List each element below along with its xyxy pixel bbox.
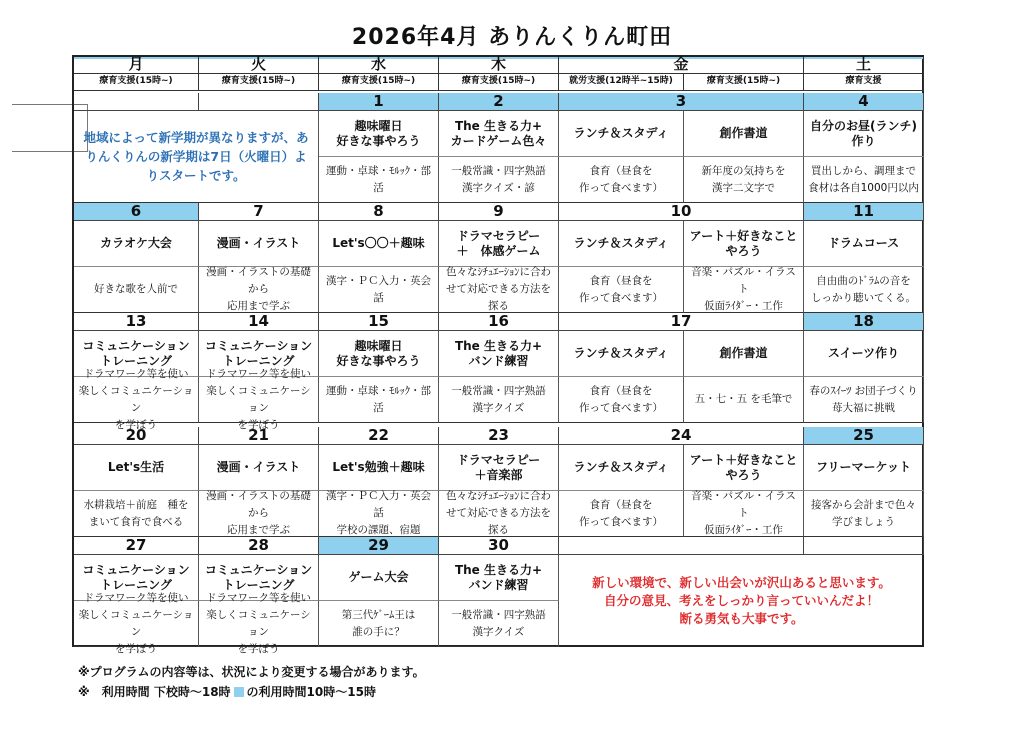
footer-hours-holiday: の利用時間10時～15時: [246, 685, 376, 699]
activity-title: ランチ＆スタディ: [559, 331, 684, 377]
activity-title: アート＋好きなことやろう: [684, 221, 804, 267]
date-number: 30: [439, 537, 559, 555]
activity-title: アート＋好きなことやろう: [684, 445, 804, 491]
new-term-notice: 地域によって新学期が異なりますが、ありんくりんの新学期は7日（火曜日）よりスタートです。: [74, 111, 319, 203]
activity-title: ランチ＆スタディ: [559, 111, 684, 157]
activity-title: コミュニケーション トレーニング: [74, 555, 199, 601]
activity-title: 趣味曜日 好きな事やろう: [319, 331, 439, 377]
activity-description: 接客から会計まで色々 学びましょう: [804, 491, 924, 537]
activity-title: コミュニケーション トレーニング: [199, 331, 319, 377]
date-number: [804, 537, 924, 555]
activity-description: 漢字・ＰＣ入力・英会話 学校の課題、宿題: [319, 491, 439, 537]
date-number: 8: [319, 203, 439, 221]
date-number: 27: [74, 537, 199, 555]
activity-title: 創作書道: [684, 331, 804, 377]
activity-description: 漢字・ＰＣ入力・英会話: [319, 267, 439, 313]
activity-title: Let's生活: [74, 445, 199, 491]
date-number: 2: [439, 93, 559, 111]
date-number: 1: [319, 93, 439, 111]
activity-description: 食育（昼食を 作って食べます）: [559, 267, 684, 313]
activity-title: コミュニケーション トレーニング: [199, 555, 319, 601]
activity-description: ドラマワーク等を使い 楽しくコミュニケーション を学ぼう: [74, 601, 199, 647]
activity-description: 自由曲のﾄﾞﾗﾑの音を しっかり聴いてくる。: [804, 267, 924, 313]
date-number: 29: [319, 537, 439, 555]
activity-title: 自分のお昼(ランチ) 作り: [804, 111, 924, 157]
activity-description: 第三代ｹﾞｰﾑ王は 誰の手に？: [319, 601, 439, 647]
activity-title: ドラマセラピー ＋ 体感ゲーム: [439, 221, 559, 267]
date-number: [74, 93, 199, 111]
program-type-header: 療育支援(15時~): [684, 74, 804, 91]
activity-description: 運動・卓球・ﾓﾙｯｸ・部活: [319, 157, 439, 203]
activity-title: 漫画・イラスト: [199, 445, 319, 491]
activity-title: スイーツ作り: [804, 331, 924, 377]
date-number: 25: [804, 427, 924, 445]
activity-description: 春のｽｲｰﾂ お団子づくり 苺大福に挑戦: [804, 377, 924, 423]
date-number: 24: [559, 427, 804, 445]
program-type-header: 療育支援: [804, 74, 924, 91]
date-number: 18: [804, 313, 924, 331]
date-number: 9: [439, 203, 559, 221]
activity-description: 水耕栽培＋前庭 種を まいて食育で食べる: [74, 491, 199, 537]
activity-description: ドラマワーク等を使い 楽しくコミュニケーション を学ぼう: [199, 377, 319, 423]
activity-description: 漫画・イラストの基礎から 応用まで学ぶ: [199, 491, 319, 537]
day-header: 木: [439, 57, 559, 74]
activity-title: The 生きる力+ バンド練習: [439, 331, 559, 377]
date-number: 14: [199, 313, 319, 331]
date-number: 4: [804, 93, 924, 111]
date-number: 11: [804, 203, 924, 221]
activity-title: 創作書道: [684, 111, 804, 157]
activity-description: 一般常識・四字熟語 漢字クイズ: [439, 601, 559, 647]
activity-title: ゲーム大会: [319, 555, 439, 601]
program-type-header: 療育支援(15時~): [199, 74, 319, 91]
activity-title: ドラマセラピー ＋音楽部: [439, 445, 559, 491]
date-number: 16: [439, 313, 559, 331]
activity-title: ドラムコース: [804, 221, 924, 267]
activity-description: 食育（昼食を 作って食べます）: [559, 157, 684, 203]
activity-title: 趣味曜日 好きな事やろう: [319, 111, 439, 157]
activity-description: 好きな歌を人前で: [74, 267, 199, 313]
activity-description: ドラマワーク等を使い 楽しくコミュニケーション を学ぼう: [74, 377, 199, 423]
day-header: 金: [559, 57, 804, 74]
day-header: 月: [74, 57, 199, 74]
program-type-header: 療育支援(15時~): [319, 74, 439, 91]
day-header: 水: [319, 57, 439, 74]
activity-description: 一般常識・四字熟語 漢字クイズ・諺: [439, 157, 559, 203]
date-number: [199, 93, 319, 111]
footer-note: ※プログラムの内容等は、状況により変更する場合があります。: [78, 665, 425, 679]
program-type-header: 療育支援(15時~): [439, 74, 559, 91]
page-title: 2026年4月 ありんくりん町田: [351, 25, 673, 50]
date-number: 3: [559, 93, 804, 111]
activity-title: ランチ＆スタディ: [559, 445, 684, 491]
activity-description: 色々なｼﾁｭｴｰｼｮﾝに合わせて対応できる方法を探る: [439, 267, 559, 313]
date-number: 13: [74, 313, 199, 331]
date-number: 21: [199, 427, 319, 445]
activity-description: 食育（昼食を 作って食べます）: [559, 491, 684, 537]
activity-description: 買出しから、調理まで 食材は各自1000円以内: [804, 157, 924, 203]
activity-title: Let's〇〇＋趣味: [319, 221, 439, 267]
activity-title: The 生きる力+ バンド練習: [439, 555, 559, 601]
activity-description: 漫画・イラストの基礎から 応用まで学ぶ: [199, 267, 319, 313]
footer-hours-regular: ※ 利用時間 下校時～18時: [78, 685, 231, 699]
date-number: 15: [319, 313, 439, 331]
encouragement-message: 新しい環境で、新しい出会いが沢山あると思います。 自分の意見、考えをしっかり言っていいんだよ！ 断る勇気も大事です。: [592, 575, 891, 626]
program-type-header: 療育支援(15時~): [74, 74, 199, 91]
date-number: 7: [199, 203, 319, 221]
day-header: 火: [199, 57, 319, 74]
calendar-grid: [72, 55, 924, 655]
activity-title: カラオケ大会: [74, 221, 199, 267]
date-number: 17: [559, 313, 804, 331]
date-number: 28: [199, 537, 319, 555]
date-number: 6: [74, 203, 199, 221]
activity-title: 漫画・イラスト: [199, 221, 319, 267]
activity-description: 食育（昼食を 作って食べます）: [559, 377, 684, 423]
activity-title: コミュニケーション トレーニング: [74, 331, 199, 377]
activity-title: フリーマーケット: [804, 445, 924, 491]
activity-title: The 生きる力+ カードゲーム色々: [439, 111, 559, 157]
activity-title: ランチ＆スタディ: [559, 221, 684, 267]
activity-description: 新年度の気持ちを 漢字二文字で: [684, 157, 804, 203]
activity-title: Let's勉強＋趣味: [319, 445, 439, 491]
activity-description: 音楽・パズル・イラスト 仮面ﾗｲﾀﾞｰ・工作: [684, 267, 804, 313]
activity-description: 運動・卓球・ﾓﾙｯｸ・部活: [319, 377, 439, 423]
program-type-header: 就労支援(12時半~15時): [559, 74, 684, 91]
activity-description: 五・七・五 を毛筆で: [684, 377, 804, 423]
date-number: 23: [439, 427, 559, 445]
date-number: 10: [559, 203, 804, 221]
footer-hours: [78, 683, 376, 700]
activity-description: 色々なｼﾁｭｴｰｼｮﾝに合わせて対応できる方法を探る: [439, 491, 559, 537]
activity-description: 一般常識・四字熟語 漢字クイズ: [439, 377, 559, 423]
date-number: [559, 537, 804, 555]
date-number: 22: [319, 427, 439, 445]
activity-description: 音楽・パズル・イラスト 仮面ﾗｲﾀﾞｰ・工作: [684, 491, 804, 537]
activity-description: ドラマワーク等を使い 楽しくコミュニケーション を学ぼう: [199, 601, 319, 647]
blue-square-icon: [234, 687, 244, 697]
date-number: 20: [74, 427, 199, 445]
day-header: 土: [804, 57, 924, 74]
